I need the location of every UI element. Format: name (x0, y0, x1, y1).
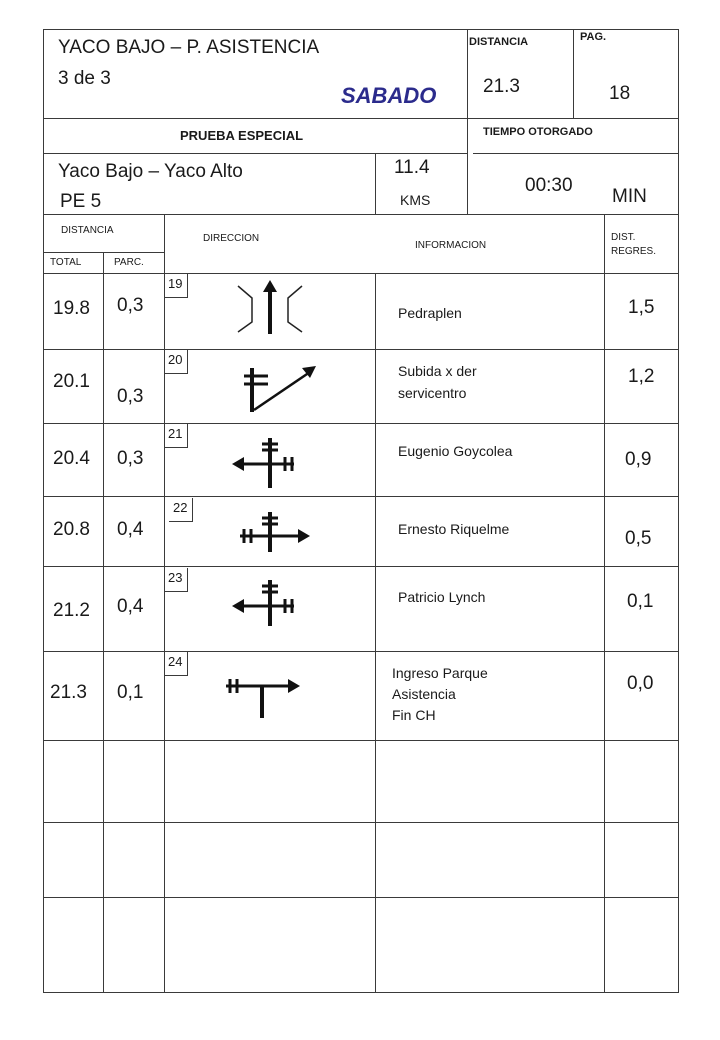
row-partial: 0,4 (117, 596, 144, 617)
row-partial: 0,1 (117, 682, 144, 703)
day-label: SABADO (341, 83, 437, 108)
straight-arrow-icon (230, 278, 310, 342)
distance-header-label: DISTANCIA (469, 36, 529, 48)
stage-km-unit: KMS (400, 192, 431, 208)
row-number: 22 (169, 498, 193, 522)
col-info: INFORMACION (415, 240, 487, 251)
row-number: 21 (164, 424, 188, 448)
page-label: PAG. (580, 31, 607, 43)
row-total: 19.8 (53, 298, 90, 319)
distance-header-value: 21.3 (483, 76, 520, 97)
stage-code: PE 5 (60, 191, 102, 212)
row-regres: 1,2 (628, 366, 655, 387)
row-regres: 0,0 (627, 673, 654, 694)
row-number: 23 (164, 568, 188, 592)
route-part: 3 de 3 (58, 68, 111, 89)
row-total: 20.4 (53, 448, 90, 469)
bear-right-icon (240, 362, 322, 418)
turn-left-crossing-icon (230, 576, 306, 630)
row-regres: 1,5 (628, 297, 655, 318)
route-title: YACO BAJO – P. ASISTENCIA (58, 37, 320, 58)
t-junction-right-icon (222, 672, 302, 720)
row-regres: 0,5 (625, 528, 652, 549)
time-granted-label: TIEMPO OTORGADO (483, 126, 593, 138)
row-regres: 0,1 (627, 591, 654, 612)
col-regres-2: REGRES. (611, 246, 657, 257)
col-partial: PARC. (114, 257, 144, 268)
row-regres: 0,9 (625, 449, 652, 470)
row-total: 20.1 (53, 371, 90, 392)
row-number: 20 (164, 350, 188, 374)
row-info: Ernesto Riquelme (398, 521, 510, 537)
row-info: Eugenio Goycolea (398, 443, 513, 459)
col-regres-1: DIST. (611, 232, 636, 243)
row-info: Patricio Lynch (398, 589, 486, 605)
turn-right-crossing-icon (236, 508, 312, 556)
special-test-label: PRUEBA ESPECIAL (180, 128, 304, 143)
row-info: Subida x der servicentro (398, 363, 477, 401)
col-direction: DIRECCION (203, 233, 260, 244)
row-number: 24 (164, 652, 188, 676)
row-total: 20.8 (53, 519, 90, 540)
row-total: 21.2 (53, 600, 90, 621)
stage-name: Yaco Bajo – Yaco Alto (58, 161, 243, 182)
col-total: TOTAL (50, 257, 82, 268)
row-total: 21.3 (50, 682, 87, 703)
row-partial: 0,3 (117, 448, 144, 469)
row-partial: 0,3 (117, 386, 144, 407)
page-number: 18 (609, 83, 631, 104)
time-unit: MIN (612, 186, 647, 207)
row-number: 19 (164, 274, 188, 298)
stage-km: 11.4 (394, 157, 430, 178)
row-partial: 0,3 (117, 295, 144, 316)
row-info: Pedraplen (398, 305, 462, 321)
row-partial: 0,4 (117, 519, 144, 540)
col-distance: DISTANCIA (61, 225, 114, 236)
turn-left-crossing-icon (230, 432, 306, 490)
time-value: 00:30 (525, 175, 573, 196)
row-info: Ingreso Parque Asistencia Fin CH (392, 665, 488, 723)
